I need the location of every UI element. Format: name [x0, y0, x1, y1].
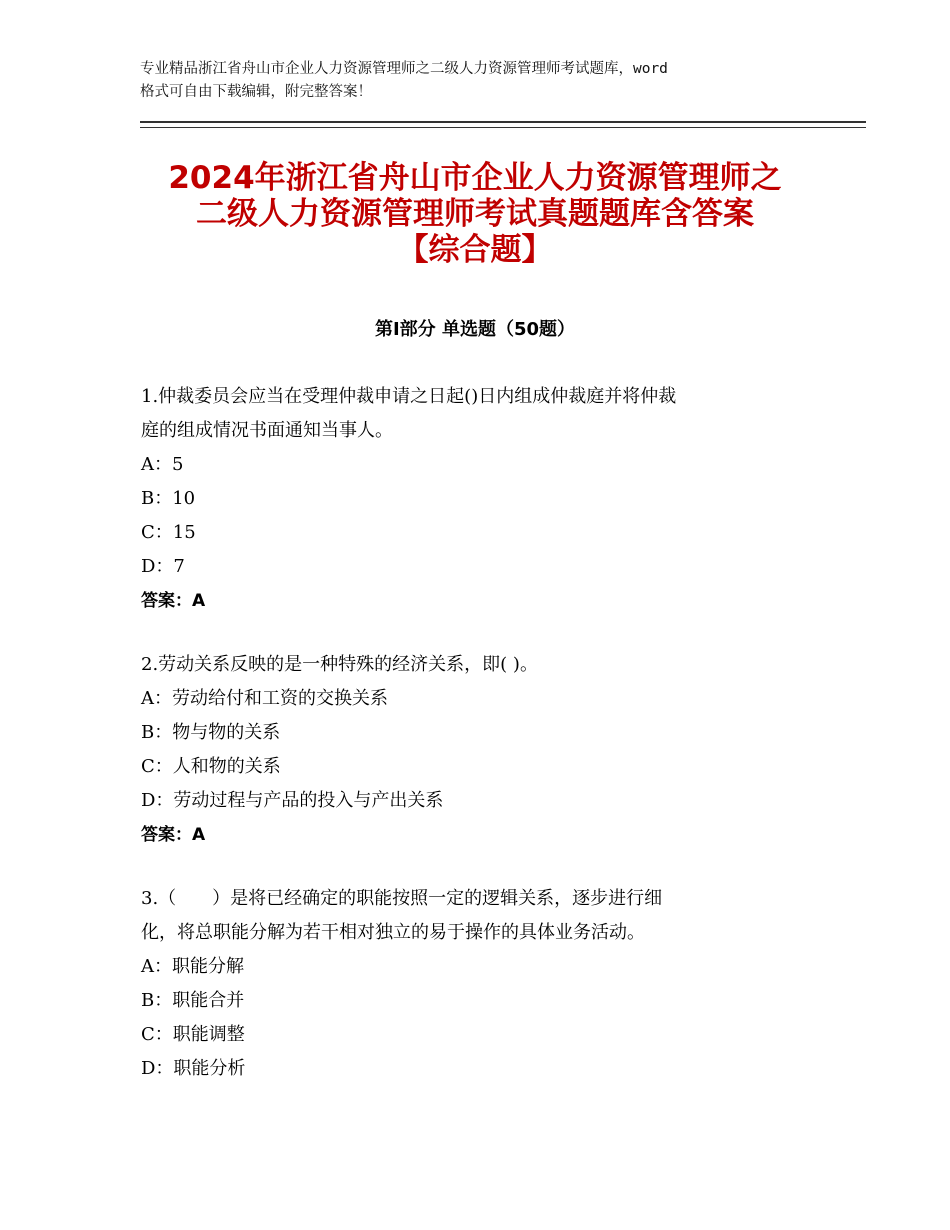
question-3	[141, 882, 821, 1086]
option-a: A：职能分解	[141, 956, 244, 977]
question-stem-line: 1.仲裁委员会应当在受理仲裁申请之日起()日内组成仲裁庭并将仲裁	[141, 386, 677, 407]
option-c: C：人和物的关系	[141, 756, 281, 777]
option-c: C：15	[141, 522, 196, 543]
question-stem-line: 2.劳动关系反映的是一种特殊的经济关系，即( )。	[141, 654, 538, 675]
option-c: C：职能调整	[141, 1024, 245, 1045]
option-b: B：职能合并	[141, 990, 245, 1011]
header-note-line-1: 专业精品浙江省舟山市企业人力资源管理师之二级人力资源管理师考试题库，word	[140, 61, 668, 77]
question-stem-line: 3.（ ）是将已经确定的职能按照一定的逻辑关系，逐步进行细	[141, 888, 663, 909]
option-d: D：职能分析	[141, 1058, 246, 1079]
header-note	[140, 58, 820, 104]
section-title: 第Ⅰ部分 单选题（50题）	[374, 319, 575, 340]
question-2	[141, 648, 821, 852]
question-stem-line: 化，将总职能分解为若干相对独立的易于操作的具体业务活动。	[141, 922, 645, 943]
header-rule-thick	[140, 121, 866, 123]
header-rule-thin	[140, 127, 866, 128]
question-list	[141, 380, 821, 1116]
question-stem-line: 庭的组成情况书面通知当事人。	[141, 420, 393, 441]
document-title	[110, 160, 840, 268]
answer-label: 答案：A	[141, 591, 206, 611]
title-line-1: 2024年浙江省舟山市企业人力资源管理师之	[168, 160, 782, 196]
option-b: B：10	[141, 488, 196, 509]
option-a: A：5	[141, 454, 184, 475]
header-note-line-2: 格式可自由下载编辑，附完整答案！	[140, 84, 372, 100]
option-b: B：物与物的关系	[141, 722, 281, 743]
option-d: D：劳动过程与产品的投入与产出关系	[141, 790, 444, 811]
option-d: D：7	[141, 556, 185, 577]
question-1	[141, 380, 821, 618]
title-line-3: 【综合题】	[397, 232, 553, 268]
title-line-2: 二级人力资源管理师考试真题题库含答案	[196, 196, 754, 232]
answer-label: 答案：A	[141, 825, 206, 845]
option-a: A：劳动给付和工资的交换关系	[141, 688, 388, 709]
